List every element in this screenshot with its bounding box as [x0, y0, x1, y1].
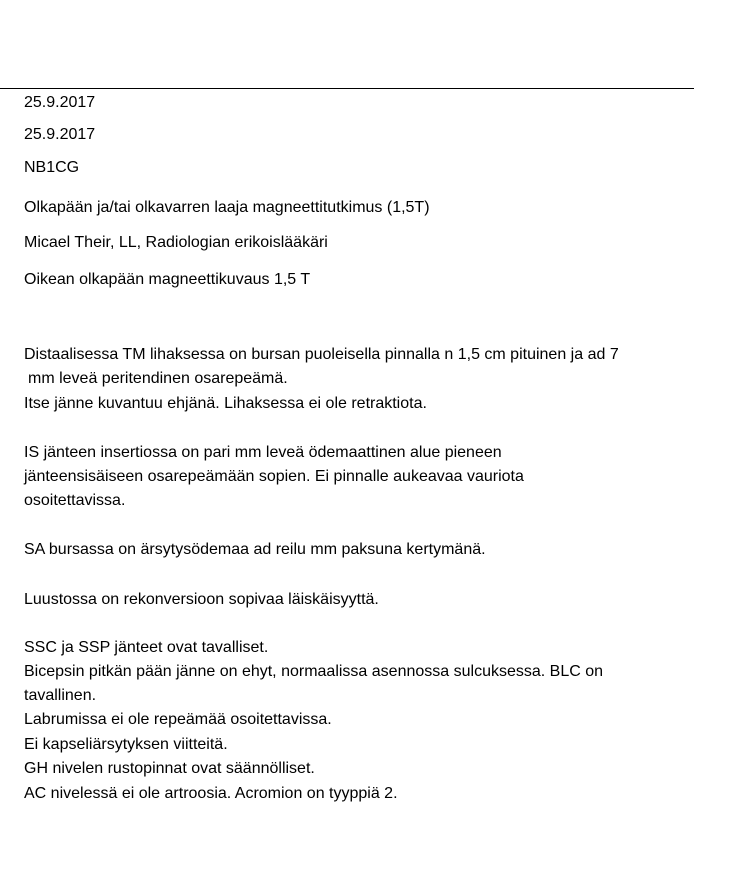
- finding-is-line: IS jänteen insertiossa on pari mm leveä ödemaattinen alue pieneen: [24, 444, 502, 461]
- finding-other-line: Labrumissa ei ole repeämää osoitettavissa.: [24, 711, 332, 728]
- finding-other-line: Bicepsin pitkän pään jänne on ehyt, normaalissa asennossa sulcuksessa. BLC on: [24, 663, 604, 680]
- finding-other-line: AC nivelessä ei ole artroosia. Acromion on tyyppiä 2.: [24, 785, 398, 802]
- finding-bone: Luustossa on rekonversioon sopivaa läiskäisyyttä.: [24, 591, 379, 608]
- finding-other-line: Ei kapseliärsytyksen viitteitä.: [24, 736, 228, 753]
- finding-is-line: jänteensisäiseen osarepeämään sopien. Ei pinnalle aukeavaa vauriota: [24, 468, 524, 485]
- finding-other-line: tavallinen.: [24, 687, 97, 704]
- exam-date: 25.9.2017: [24, 126, 96, 143]
- exam-title: Oikean olkapään magneettikuvaus 1,5 T: [24, 271, 311, 288]
- radiologist: Micael Their, LL, Radiologian erikoislääkäri: [24, 234, 328, 251]
- finding-tm-line: mm leveä peritendinen osarepeämä.: [28, 370, 288, 387]
- finding-other-line: SSC ja SSP jänteet ovat tavalliset.: [24, 639, 269, 656]
- header-divider: [0, 88, 694, 89]
- finding-tm-line: Itse jänne kuvantuu ehjänä. Lihaksessa ei ole retraktiota.: [24, 395, 427, 412]
- exam-code: NB1CG: [24, 159, 80, 176]
- finding-is-line: osoitettavissa.: [24, 492, 126, 509]
- finding-sa: SA bursassa on ärsytysödemaa ad reilu mm paksuna kertymänä.: [24, 541, 486, 558]
- report-date: 25.9.2017: [24, 94, 96, 111]
- exam-type: Olkapään ja/tai olkavarren laaja magneettitutkimus (1,5T): [24, 199, 430, 216]
- finding-other-line: GH nivelen rustopinnat ovat säännölliset.: [24, 760, 315, 777]
- finding-tm-line: Distaalisessa TM lihaksessa on bursan puoleisella pinnalla n 1,5 cm pituinen ja ad 7: [24, 346, 619, 363]
